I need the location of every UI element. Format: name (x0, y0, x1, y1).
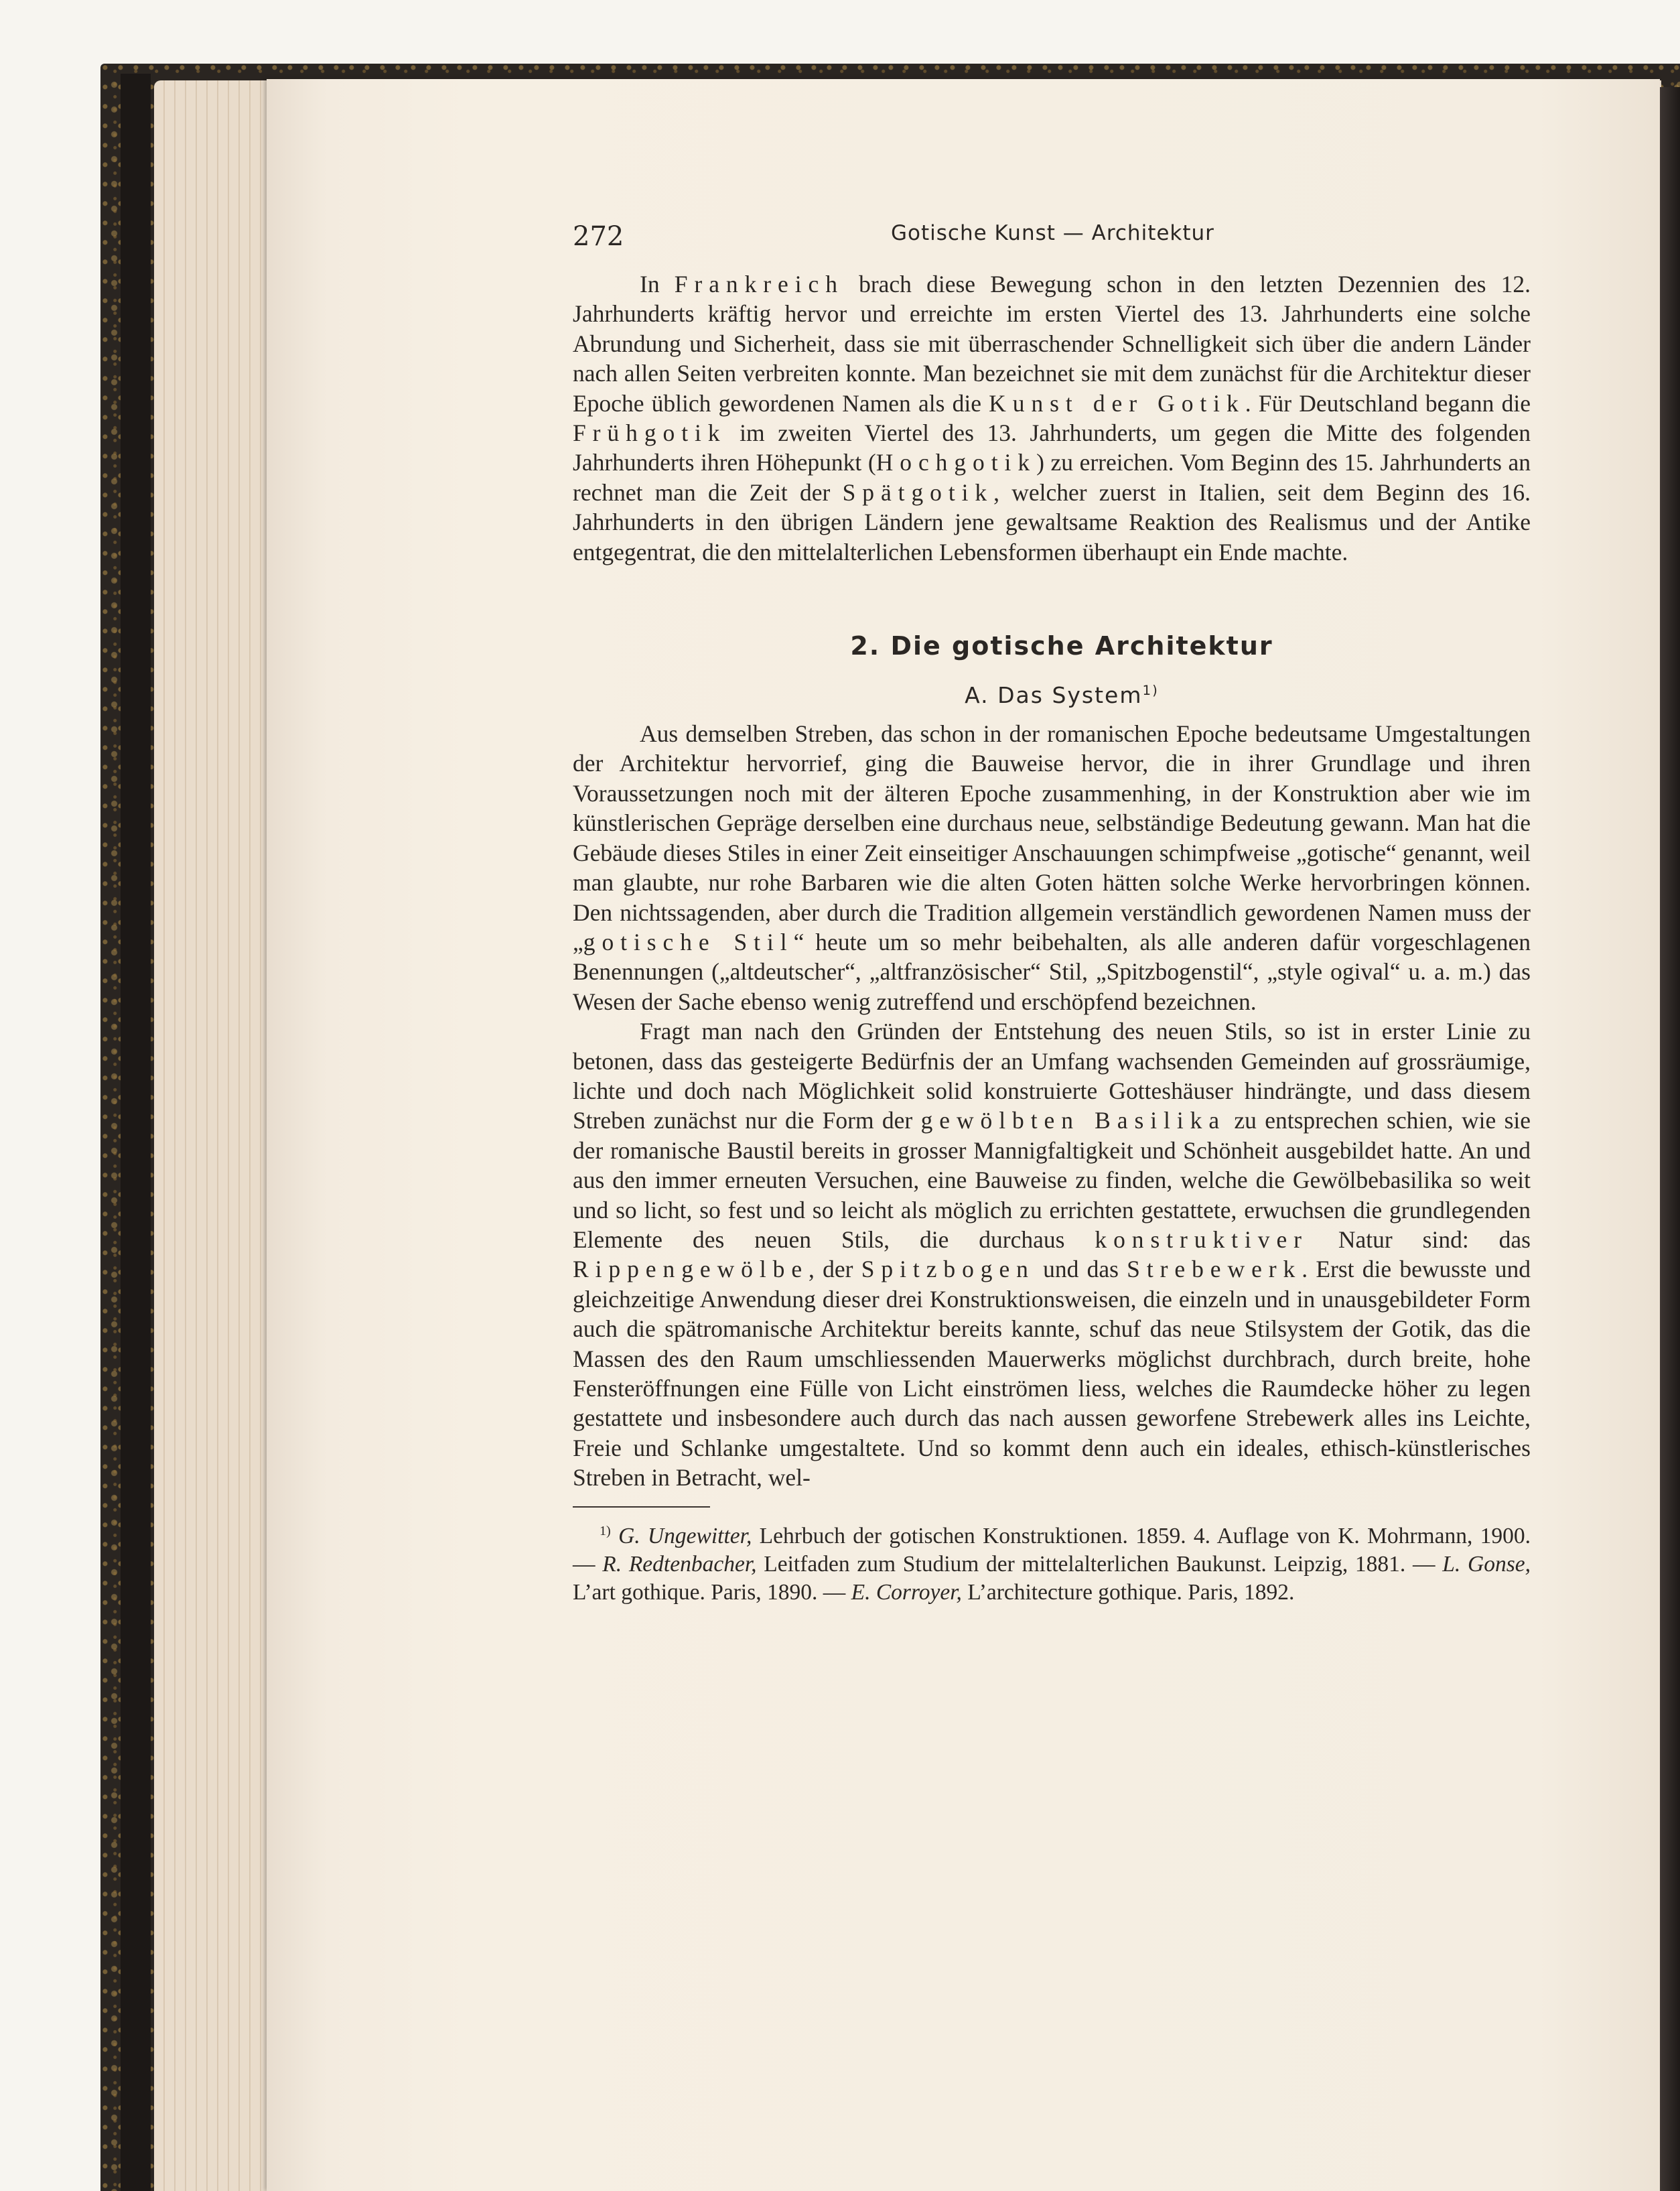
subsection-heading-text: A. Das System (965, 682, 1143, 709)
emphasis-strebewerk: Strebewerk (1127, 1256, 1302, 1283)
text-run: Fragt man nach den Gründen der Entstehung des neuen Stils, so ist in erster Linie zu betonen, dass das gesteigerte Bedürfnis der an Umfang wachsenden Gemeinden auf grossräumige, lichte und doch nach Möglichkeit solid konstruierte Gotteshäuser hindrängte, und dass diesem Streben zunächst nur die Form der (573, 1018, 1531, 1134)
text-run: brach diese Bewegung schon in den letzten Dezennien des 12. Jahrhunderts kräftig hervor und erreichte im ersten Viertel des 13. Jahrhunderts eine solche Abrundung und Sicherheit, dass sie mit überraschender Schnelligkeit sich über die andern Länder nach allen Seiten verbreiten konnte. Man bezeichnet sie mit dem zunächst für die Architektur dieser Epoche üblich gewordenen Namen als die (573, 271, 1531, 417)
emphasis-hochgotik: Hochgotik (876, 449, 1037, 476)
footnote-author: E. Corroyer, (851, 1579, 962, 1605)
text-run: und das (1034, 1256, 1127, 1283)
section-heading: 2. Die gotische Architektur (850, 631, 1273, 661)
intro-paragraph (573, 269, 1531, 567)
footnote-reference: 1) (1142, 683, 1159, 699)
emphasis-gewoelbten-basilika: gewölbten Basilika (920, 1107, 1227, 1134)
running-head (573, 214, 1531, 261)
text-run: “ heute um so mehr beibehalten, als alle anderen dafür vorgeschlagenen Benennungen („altdeutscher“, „altfranzösischer“ Stil, „Spitzbogenstil“, „style ogival“ u. a. m.) das Wesen der Sache ebenso wenig zutreffend und erschöpfend bezeichnen. (573, 928, 1531, 1015)
emphasis-gotische-stil: gotische Stil (583, 928, 794, 955)
page-number: 272 (573, 221, 624, 252)
footnote-text: Lehrbuch der gotischen Konstruktionen. 1859. 4. Auflage von K. Mohrmann, 1900. — (573, 1523, 1531, 1577)
text-run: ) zu erreichen. Vom Beginn des 15. Jahrhunderts an rechnet man die Zeit der (573, 449, 1531, 506)
emphasis-fruehgotik: Frühgotik (573, 419, 727, 447)
emphasis-spitzbogen: Spitzbogen (861, 1256, 1035, 1283)
book-spine-edge (121, 74, 151, 2191)
emphasis-konstruktiver: konstruktiver (1095, 1225, 1308, 1253)
footnote-mark: 1) (600, 1523, 611, 1538)
footnote-author: G. Ungewitter, (618, 1523, 752, 1548)
text-run: zu entsprechen schien, wie sie der romanische Baustil bereits in grosser Mannigfaltigkeit und Schönheit ausgebildet hatte. An und aus den immer erneuten Versuchen, eine Bauweise zu finden, welche die Gewölbebasilika so weit und so licht, so fest und so leicht als möglich zu errichten gestattete, erwuchsen die grundlegenden Elemente des neuen Stils, die durchaus (573, 1107, 1531, 1253)
footnote (573, 1517, 1531, 1607)
footnote-text: L’art gothique. Paris, 1890. — (573, 1579, 851, 1605)
text-run: im zweiten Viertel des 13. Jahrhunderts, um gegen die Mitte des folgenden Jahrhunderts ihren Höhepunkt ( (573, 419, 1531, 476)
text-run: . Für Deutschland begann die (1245, 389, 1531, 417)
footnote-text: L’architecture gothique. Paris, 1892. (961, 1579, 1295, 1605)
text-run: , welcher zuerst in Italien, seit dem Beginn des 16. Jahrhunderts in den übrigen Ländern jene gewaltsame Reaktion des Realismus und der Antike entgegentrat, die den mittelalterlichen Lebensformen überhaupt ein Ende machte. (573, 478, 1531, 566)
emphasis-rippengewoelbe: Rippengewölbe (573, 1256, 809, 1283)
text-run: . Erst die bewusste und gleichzeitige Anwendung dieser drei Konstruktionsweisen, die einzeln und in unausgebildeter Form auch die spätromanische Architektur bereits kannte, schuf das neue Stilsystem der Gotik, das die Massen des den Raum umschliessenden Mauerwerks möglichst durchbrach, durch breite, hohe Fensteröffnungen eine Fülle von Licht einströmen liess, welches die Raumdecke höher zu legen gestattete und insbesondere auch durch das nach aussen geworfene Strebewerk alles ins Leichte, Freie und Schlanke umgestaltete. Und so kommt denn auch ein ideales, ethisch-künstlerisches Streben in Betracht, wel- (573, 1256, 1531, 1491)
text-run: Aus demselben Streben, das schon in der romanischen Epoche bedeutsame Umgestaltungen der Architektur hervorrief, ging die Bauweise hervor, die in ihrer Grundlage und ihren Voraussetzungen noch mit der älteren Epoche zusammenhing, in der Konstruktion aber wie im künstlerischen Gepräge derselben eine durchaus neue, selbständige Bedeutung gewann. Man hat die Gebäude dieses Stiles in einer Zeit einseitiger Anschauungen schimpfweise „gotische“ genannt, weil man glaubte, nur rohe Barbaren wie die alten Goten hätten solche Werke hervorbringen können. Den nichtssagenden, aber durch die Tradition allgemein verständlich gewordenen Namen muss der „ (573, 720, 1531, 955)
text-run: In (640, 271, 675, 297)
running-head-title: Gotische Kunst — Architektur (891, 221, 1214, 245)
footnote-divider (573, 1506, 710, 1508)
footnote-author: L. Gonse, (1442, 1551, 1531, 1577)
emphasis-frankreich: Frankreich (674, 271, 844, 297)
footnote-author: R. Redtenbacher, (602, 1551, 757, 1577)
page-content (573, 214, 1531, 1607)
text-run: Natur sind: das (1308, 1225, 1531, 1253)
subsection-heading (573, 674, 1531, 712)
body-paragraph-1 (573, 719, 1531, 1016)
text-run: , der (809, 1256, 861, 1283)
emphasis-kunst-der-gotik: Kunst der Gotik (989, 389, 1245, 417)
emphasis-spaetgotik: Spätgotik (842, 478, 994, 506)
body-paragraph-2 (573, 1016, 1531, 1493)
footnote-text: Leitfaden zum Studium der mittelalterlichen Baukunst. Leipzig, 1881. — (756, 1551, 1443, 1577)
